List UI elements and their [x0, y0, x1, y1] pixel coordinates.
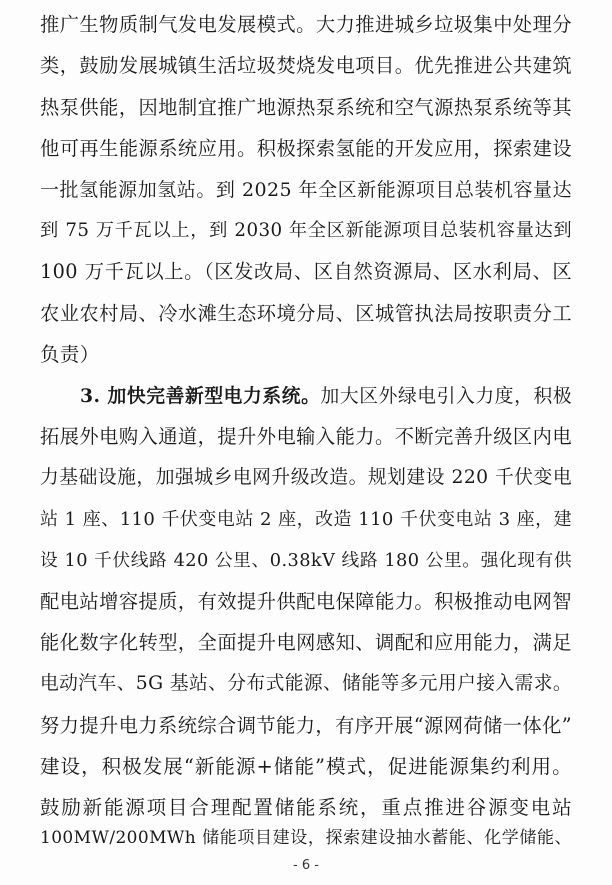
paragraph-line: 拓展外电购入通道，提升外电输入能力。不断完善升级区内电: [40, 425, 572, 448]
paragraph-line: 能化数字化转型，全面提升电网感知、调配和应用能力，满足: [40, 631, 572, 654]
paragraph-line: 电动汽车、5G 基站、分布式能源、储能等多元用户接入需求。: [40, 673, 572, 694]
paragraph-line: 建设，积极发展“新能源+储能”模式，促进能源集约利用。: [40, 755, 572, 778]
paragraph-line: 到 75 万千瓦以上，到 2030 年全区新能源项目总装机容量达到: [40, 220, 572, 241]
paragraph-line: 努力提升电力系统综合调节能力，有序开展“源网荷储一体化”: [40, 714, 572, 737]
paragraph-line: 负责）: [40, 343, 100, 366]
paragraph-line: 配电站增容提质，有效提升供配电保障能力。积极推动电网智: [40, 590, 572, 613]
paragraph-line: 设 10 千伏线路 420 公里、0.38kV 线路 180 公里。强化现有供: [40, 551, 572, 571]
paragraph-line: 热泵供能，因地制宜推广地源热泵系统和空气源热泵系统等其: [40, 96, 572, 119]
section-first-line: [80, 378, 572, 414]
paragraph-line: 100MW/200MWh 储能项目建设，探索建设抽水蓄能、化学储能、: [40, 828, 572, 848]
section-first-line-text: 加大区外绿电引入力度，积极: [320, 386, 572, 407]
paragraph-line: 力基础设施，加强城乡电网升级改造。规划建设 220 千伏变电: [40, 467, 572, 488]
paragraph-line: 一批氢能源加氢站。到 2025 年全区新能源项目总装机容量达: [40, 179, 572, 201]
paragraph-line: 100 万千瓦以上。（区发改局、区自然资源局、区水利局、区: [40, 260, 572, 283]
paragraph-line: 类，鼓励发展城镇生活垃圾焚烧发电项目。优先推进公共建筑: [40, 54, 572, 77]
section-heading: 3. 加快完善新型电力系统。: [80, 385, 321, 407]
page-number: - 6 -: [293, 858, 319, 873]
paragraph-line: 推广生物质制气发电发展模式。大力推进城乡垃圾集中处理分: [40, 13, 572, 36]
paragraph-line: 鼓励新能源项目合理配置储能系统，重点推进谷源变电站: [40, 796, 572, 819]
paragraph-line: 农业农村局、冷水滩生态环境分局、区城管执法局按职责分工: [40, 302, 572, 325]
paragraph-line: 站 1 座、110 千伏变电站 2 座，改造 110 千伏变电站 3 座，建: [40, 509, 572, 530]
paragraph-line: 他可再生能源系统应用。积极探索氢能的开发应用，探索建设: [40, 137, 572, 160]
